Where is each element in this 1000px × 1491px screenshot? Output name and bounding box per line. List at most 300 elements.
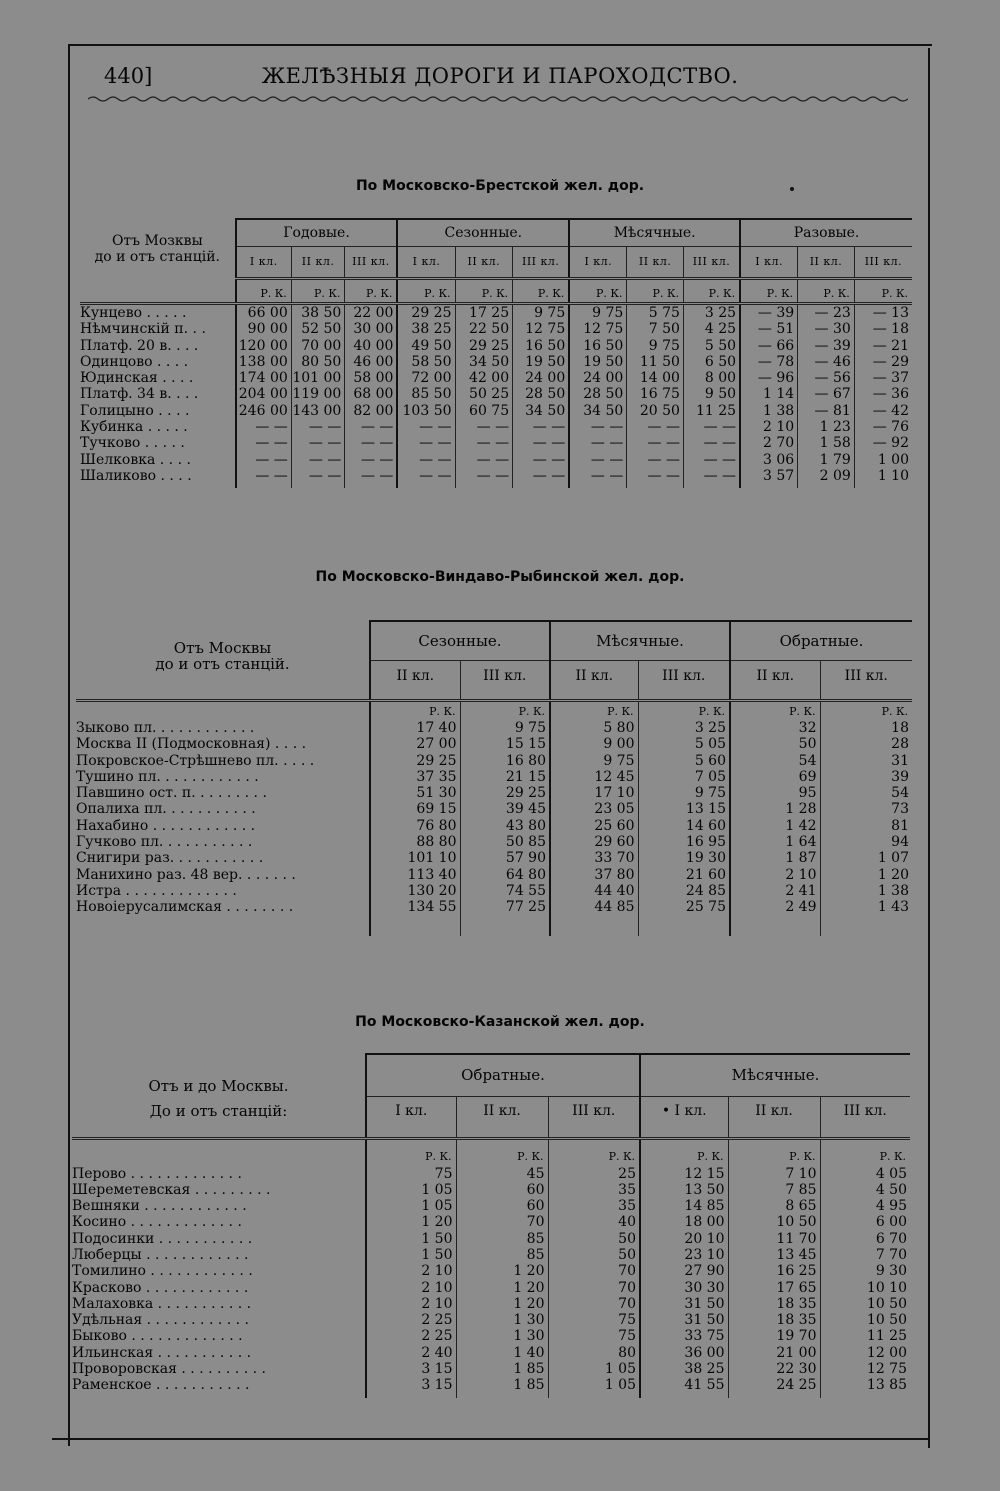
vindava-class-header: III кл.: [820, 661, 912, 692]
kazan-fare-cell: 17 65: [728, 1280, 820, 1296]
brest-fare-cell: 72 00: [397, 370, 455, 386]
brest-fare-cell: 11 25: [683, 403, 740, 419]
vindava-fare-cell: 29 25: [370, 753, 460, 769]
vindava-station-name: Манихино раз. 48 вер. . . . . . .: [76, 866, 296, 883]
brest-fare-cell: — 23: [798, 304, 855, 322]
vindava-fare-cell: 77 25: [460, 899, 550, 915]
vindava-fare-cell: 130 20: [370, 883, 460, 899]
brest-station-name: Кубинка . . . . .: [80, 419, 188, 436]
page-frame-right: [928, 48, 930, 1448]
kazan-station-name: Красково . . . . . . . . . . . .: [72, 1279, 249, 1296]
kazan-fare-cell: 70: [548, 1263, 640, 1279]
vindava-fare-cell: 44 85: [550, 899, 638, 915]
vindava-fare-cell: 9 75: [638, 785, 730, 801]
brest-fare-cell: — —: [513, 468, 570, 484]
kazan-table-row: [72, 1328, 910, 1344]
brest-fare-cell: 34 50: [513, 403, 570, 419]
brest-fare-cell: 11 50: [627, 354, 684, 370]
vindava-fare-cell: 1 42: [730, 818, 820, 834]
kazan-fare-cell: 75: [548, 1312, 640, 1328]
brest-fare-cell: 80 50: [291, 354, 345, 370]
vindava-fare-cell: 64 80: [460, 867, 550, 883]
kazan-table-row: [72, 1312, 910, 1328]
brest-fare-cell: — —: [345, 419, 398, 435]
brest-fare-cell: 8 00: [683, 370, 740, 386]
kazan-fare-cell: 8 65: [728, 1198, 820, 1214]
brest-fare-cell: 19 50: [569, 354, 627, 370]
kazan-fare-cell: 85: [456, 1231, 548, 1247]
brest-unit-label: Р. К.: [798, 279, 855, 304]
kazan-station-name: Перово . . . . . . . . . . . . .: [72, 1165, 242, 1182]
kazan-fare-cell: 22 30: [728, 1361, 820, 1377]
brest-unit-label: Р. К.: [397, 279, 455, 304]
vindava-fare-cell: 32: [730, 720, 820, 736]
brest-fare-cell: — —: [345, 435, 398, 451]
kazan-fare-cell: 13 85: [820, 1377, 910, 1393]
kazan-table-row: [72, 1280, 910, 1296]
brest-fare-cell: 1 00: [854, 452, 912, 468]
brest-fare-cell: 30 00: [345, 321, 398, 337]
brest-fare-cell: — —: [291, 419, 345, 435]
vindava-fare-cell: 9 00: [550, 736, 638, 752]
brest-fare-cell: 1 14: [740, 386, 798, 402]
vindava-table-row: [76, 736, 912, 752]
brest-fare-cell: — —: [683, 452, 740, 468]
brest-fare-cell: 5 50: [683, 338, 740, 354]
brest-fare-cell: — 56: [798, 370, 855, 386]
kazan-fare-cell: 11 25: [820, 1328, 910, 1344]
brest-fare-cell: — —: [455, 435, 513, 451]
vindava-fare-cell: 37 35: [370, 769, 460, 785]
kazan-fare-cell: 10 50: [820, 1312, 910, 1328]
vindava-fare-cell: 25 75: [638, 899, 730, 915]
kazan-station-name: Удѣльная . . . . . . . . . . . .: [72, 1312, 250, 1329]
brest-station-name: Шаликово . . . .: [80, 467, 192, 484]
vindava-section-title: По Московско-Виндаво-Рыбинской жел. дор.: [315, 569, 685, 585]
vindava-fare-cell: 19 30: [638, 850, 730, 866]
kazan-fare-cell: 75: [366, 1166, 456, 1182]
decorative-wavy-rule: [88, 94, 908, 104]
vindava-fare-cell: 33 70: [550, 850, 638, 866]
kazan-fare-cell: 1 05: [366, 1198, 456, 1214]
kazan-class-header: II кл.: [728, 1096, 820, 1127]
brest-fare-cell: 29 25: [455, 338, 513, 354]
brest-fare-cell: 38 25: [397, 321, 455, 337]
kazan-fare-cell: 1 20: [456, 1296, 548, 1312]
brest-fare-cell: — —: [397, 468, 455, 484]
kazan-station-name: Томилино . . . . . . . . . . . .: [72, 1263, 253, 1280]
vindava-station-name: Москва II (Подмосковная) . . . .: [76, 736, 307, 753]
vindava-class-header: II кл.: [370, 661, 460, 692]
brest-fare-cell: — —: [627, 452, 684, 468]
brest-section-title: По Московско-Брестской жел. дор.: [355, 178, 645, 194]
vindava-fare-cell: 21 15: [460, 769, 550, 785]
brest-class-header: III кл.: [683, 247, 740, 279]
kazan-fare-cell: 7 10: [728, 1166, 820, 1182]
vindava-station-name: Тушино пл. . . . . . . . . . . .: [76, 768, 259, 785]
brest-fare-cell: 60 75: [455, 403, 513, 419]
brest-table-row: [80, 419, 912, 435]
kazan-table-row: [72, 1361, 910, 1377]
running-head: ЖЕЛѢЗНЫЯ ДОРОГИ И ПАРОХОДСТВО.: [261, 64, 739, 88]
vindava-fare-cell: 1 87: [730, 850, 820, 866]
kazan-fare-cell: 3 15: [366, 1361, 456, 1377]
vindava-left-header-line2: до и отъ станцій.: [155, 655, 290, 673]
vindava-station-name: Истра . . . . . . . . . . . . .: [76, 882, 237, 899]
vindava-table-row: [76, 769, 912, 785]
vindava-left-header-line1: Отъ Москвы: [173, 639, 272, 657]
brest-fare-cell: — —: [627, 468, 684, 484]
brest-fare-cell: — 92: [854, 435, 912, 451]
kazan-fare-cell: 31 50: [640, 1296, 728, 1312]
brest-fare-cell: 2 70: [740, 435, 798, 451]
kazan-fare-cell: 2 10: [366, 1296, 456, 1312]
brest-fare-cell: 28 50: [513, 386, 570, 402]
kazan-fare-cell: 38 25: [640, 1361, 728, 1377]
kazan-table-row: [72, 1247, 910, 1263]
vindava-fare-cell: 14 60: [638, 818, 730, 834]
vindava-fare-cell: 29 60: [550, 834, 638, 850]
kazan-fare-cell: 1 20: [456, 1263, 548, 1279]
kazan-class-header: III кл.: [548, 1096, 640, 1127]
brest-fare-cell: 246 00: [236, 403, 292, 419]
brest-fare-cell: 24 00: [513, 370, 570, 386]
brest-fare-cell: 143 00: [291, 403, 345, 419]
brest-fare-cell: 174 00: [236, 370, 292, 386]
kazan-table-row: [72, 1182, 910, 1198]
brest-table-row: [80, 468, 912, 484]
brest-fare-cell: — —: [683, 419, 740, 435]
vindava-table-row: [76, 899, 912, 915]
vindava-fare-cell: 39: [820, 769, 912, 785]
vindava-fare-cell: 29 25: [460, 785, 550, 801]
kazan-fare-cell: 23 10: [640, 1247, 728, 1263]
vindava-fare-cell: 39 45: [460, 801, 550, 817]
kazan-unit-label: Р. К.: [820, 1138, 910, 1166]
brest-class-header: II кл.: [291, 247, 345, 279]
kazan-fare-cell: 18 35: [728, 1312, 820, 1328]
brest-fare-cell: 1 38: [740, 403, 798, 419]
vindava-fare-cell: 94: [820, 834, 912, 850]
brest-table-row: [80, 321, 912, 337]
kazan-fare-cell: 18 35: [728, 1296, 820, 1312]
vindava-fare-cell: 25 60: [550, 818, 638, 834]
brest-fare-cell: — 76: [854, 419, 912, 435]
vindava-fare-cell: 81: [820, 818, 912, 834]
brest-fare-cell: 9 75: [569, 304, 627, 322]
brest-fare-cell: — —: [627, 435, 684, 451]
kazan-fare-cell: 85: [456, 1247, 548, 1263]
kazan-fare-cell: 12 75: [820, 1361, 910, 1377]
kazan-fare-cell: 50: [548, 1231, 640, 1247]
brest-fare-cell: — 36: [854, 386, 912, 402]
brest-group-yearly: Годовые.: [236, 219, 398, 247]
brest-table-row: [80, 370, 912, 386]
brest-fare-cell: 7 50: [627, 321, 684, 337]
kazan-fare-cell: 14 85: [640, 1198, 728, 1214]
vindava-table-row: [76, 720, 912, 736]
kazan-unit-label: Р. К.: [366, 1138, 456, 1166]
brest-fare-cell: — —: [236, 468, 292, 484]
vindava-group-monthly: Мѣсячные.: [550, 621, 730, 661]
brest-fare-cell: 38 50: [291, 304, 345, 322]
brest-unit-label: Р. К.: [236, 279, 292, 304]
kazan-fare-cell: 25: [548, 1166, 640, 1182]
brest-fare-cell: 20 50: [627, 403, 684, 419]
brest-fare-cell: 1 58: [798, 435, 855, 451]
brest-fare-cell: 58 50: [397, 354, 455, 370]
brest-fare-cell: — 30: [798, 321, 855, 337]
kazan-fare-cell: 6 00: [820, 1214, 910, 1230]
brest-fare-cell: 70 00: [291, 338, 345, 354]
vindava-unit-label: Р. К.: [638, 701, 730, 721]
brest-fare-cell: 85 50: [397, 386, 455, 402]
vindava-fare-cell: 134 55: [370, 899, 460, 915]
vindava-fare-cell: 73: [820, 801, 912, 817]
vindava-fare-cell: 101 10: [370, 850, 460, 866]
kazan-fare-cell: 60: [456, 1182, 548, 1198]
kazan-station-name: Малаховка . . . . . . . . . . .: [72, 1295, 252, 1312]
kazan-class-header: III кл.: [820, 1096, 910, 1127]
kazan-class-header: I кл.: [366, 1096, 456, 1127]
brest-fare-cell: — —: [236, 452, 292, 468]
vindava-table-row: [76, 818, 912, 834]
brest-fare-cell: — 21: [854, 338, 912, 354]
brest-fare-cell: — —: [397, 435, 455, 451]
kazan-unit-label: Р. К.: [728, 1138, 820, 1166]
brest-fare-cell: 16 75: [627, 386, 684, 402]
brest-fare-cell: — 18: [854, 321, 912, 337]
brest-fare-cell: 82 00: [345, 403, 398, 419]
brest-fare-cell: — 42: [854, 403, 912, 419]
kazan-fare-cell: 2 40: [366, 1345, 456, 1361]
vindava-station-name: Покровское-Стрѣшнево пл. . . . .: [76, 752, 315, 769]
kazan-class-header: II кл.: [456, 1096, 548, 1127]
kazan-station-name: Косино . . . . . . . . . . . . .: [72, 1214, 242, 1231]
vindava-fare-cell: 12 45: [550, 769, 638, 785]
brest-class-header: II кл.: [627, 247, 684, 279]
brest-fare-cell: 2 10: [740, 419, 798, 435]
brest-fare-cell: 119 00: [291, 386, 345, 402]
kazan-table: [72, 1053, 910, 1398]
kazan-fare-cell: 13 45: [728, 1247, 820, 1263]
brest-fare-cell: — —: [236, 435, 292, 451]
kazan-fare-cell: 10 50: [728, 1214, 820, 1230]
brest-fare-cell: 22 50: [455, 321, 513, 337]
kazan-group-monthly: Мѣсячные.: [640, 1054, 910, 1096]
vindava-unit-label: Р. К.: [550, 701, 638, 721]
kazan-table-row: [72, 1296, 910, 1312]
kazan-fare-cell: 7 85: [728, 1182, 820, 1198]
brest-fare-cell: 6 50: [683, 354, 740, 370]
brest-class-header: I кл.: [740, 247, 798, 279]
brest-class-header: III кл.: [513, 247, 570, 279]
kazan-fare-cell: 10 50: [820, 1296, 910, 1312]
vindava-fare-cell: 1 20: [820, 867, 912, 883]
vindava-left-header: [76, 621, 370, 691]
brest-station-name: Нѣмчинскій п. . .: [80, 321, 206, 338]
brest-fare-cell: 103 50: [397, 403, 455, 419]
kazan-fare-cell: 4 95: [820, 1198, 910, 1214]
brest-fare-cell: 58 00: [345, 370, 398, 386]
brest-station-name: Одинцово . . . .: [80, 353, 189, 370]
vindava-group-seasonal: Сезонные.: [370, 621, 550, 661]
brest-station-name: Кунцево . . . . .: [80, 305, 187, 321]
kazan-fare-cell: 35: [548, 1198, 640, 1214]
brest-fare-cell: 4 25: [683, 321, 740, 337]
page-frame-bottom: [52, 1438, 930, 1440]
kazan-section-title: По Московско-Казанской жел. дор.: [355, 1014, 645, 1030]
vindava-fare-cell: 95: [730, 785, 820, 801]
kazan-fare-cell: 70: [548, 1280, 640, 1296]
vindava-fare-cell: 21 60: [638, 867, 730, 883]
brest-unit-label: Р. К.: [345, 279, 398, 304]
brest-fare-cell: — 96: [740, 370, 798, 386]
brest-fare-cell: 14 00: [627, 370, 684, 386]
brest-fare-cell: — 37: [854, 370, 912, 386]
vindava-station-name: Нахабино . . . . . . . . . . . .: [76, 817, 256, 834]
brest-fare-cell: — —: [455, 452, 513, 468]
kazan-fare-cell: 1 20: [366, 1214, 456, 1230]
brest-fare-cell: 1 10: [854, 468, 912, 484]
brest-unit-label: Р. К.: [683, 279, 740, 304]
vindava-fare-cell: 9 75: [460, 720, 550, 736]
brest-fare-cell: — 81: [798, 403, 855, 419]
brest-unit-label: Р. К.: [291, 279, 345, 304]
brest-unit-label: Р. К.: [740, 279, 798, 304]
brest-table-row: [80, 304, 912, 322]
kazan-fare-cell: 20 10: [640, 1231, 728, 1247]
kazan-fare-cell: 1 85: [456, 1377, 548, 1393]
brest-fare-cell: — —: [291, 452, 345, 468]
kazan-fare-cell: 36 00: [640, 1345, 728, 1361]
brest-fare-cell: — —: [397, 419, 455, 435]
vindava-fare-cell: 1 07: [820, 850, 912, 866]
vindava-unit-label: Р. К.: [820, 701, 912, 721]
vindava-unit-label: Р. К.: [370, 701, 460, 721]
brest-unit-label: Р. К.: [627, 279, 684, 304]
brest-fare-cell: 120 00: [236, 338, 292, 354]
brest-fare-cell: — 39: [740, 304, 798, 322]
brest-group-single: Разовые.: [740, 219, 912, 247]
kazan-fare-cell: 12 00: [820, 1345, 910, 1361]
vindava-table-row: [76, 867, 912, 883]
brest-group-seasonal: Сезонные.: [397, 219, 569, 247]
kazan-station-name: Проворовская . . . . . . . . . .: [72, 1361, 266, 1378]
brest-fare-cell: 101 00: [291, 370, 345, 386]
brest-unit-label: Р. К.: [569, 279, 627, 304]
brest-fare-cell: 9 50: [683, 386, 740, 402]
kazan-table-row: [72, 1214, 910, 1230]
vindava-fare-cell: 1 38: [820, 883, 912, 899]
vindava-fare-cell: 69: [730, 769, 820, 785]
kazan-unit-label: Р. К.: [456, 1138, 548, 1166]
brest-fare-cell: — —: [455, 419, 513, 435]
brest-fare-cell: 2 09: [798, 468, 855, 484]
kazan-fare-cell: 2 25: [366, 1312, 456, 1328]
brest-fare-cell: 204 00: [236, 386, 292, 402]
kazan-fare-cell: 30 30: [640, 1280, 728, 1296]
vindava-fare-cell: 7 05: [638, 769, 730, 785]
brest-fare-cell: 29 25: [397, 304, 455, 322]
kazan-fare-cell: 9 30: [820, 1263, 910, 1279]
brest-fare-cell: 34 50: [455, 354, 513, 370]
brest-fare-cell: 52 50: [291, 321, 345, 337]
vindava-fare-cell: 74 55: [460, 883, 550, 899]
brest-station-name: Юдинская . . . .: [80, 370, 194, 387]
vindava-fare-cell: 50: [730, 736, 820, 752]
brest-fare-cell: — —: [455, 468, 513, 484]
vindava-table-row: [76, 753, 912, 769]
brest-station-name: Шелковка . . . .: [80, 451, 191, 468]
kazan-fare-cell: 1 30: [456, 1328, 548, 1344]
kazan-fare-cell: 24 25: [728, 1377, 820, 1393]
vindava-station-name: Снигири раз. . . . . . . . . . .: [76, 850, 264, 867]
brest-fare-cell: 19 50: [513, 354, 570, 370]
brest-station-name: Платф. 34 в. . . .: [80, 386, 199, 403]
brest-class-header: I кл.: [236, 247, 292, 279]
vindava-station-name: Гучково пл. . . . . . . . . . .: [76, 834, 253, 851]
brest-fare-cell: — 51: [740, 321, 798, 337]
vindava-fare-cell: 54: [820, 785, 912, 801]
kazan-unit-label: Р. К.: [548, 1138, 640, 1166]
brest-fare-cell: — 46: [798, 354, 855, 370]
brest-table-row: [80, 403, 912, 419]
kazan-fare-cell: 50: [548, 1247, 640, 1263]
vindava-fare-cell: 2 10: [730, 867, 820, 883]
brest-left-header-line2: до и отъ станцій.: [94, 248, 220, 265]
vindava-class-header: III кл.: [638, 661, 730, 692]
brest-fare-cell: 68 00: [345, 386, 398, 402]
brest-class-header: I кл.: [569, 247, 627, 279]
brest-fare-cell: — —: [513, 419, 570, 435]
vindava-fare-cell: 24 85: [638, 883, 730, 899]
brest-fare-cell: — —: [569, 419, 627, 435]
vindava-fare-cell: 2 41: [730, 883, 820, 899]
vindava-fare-cell: 76 80: [370, 818, 460, 834]
kazan-fare-cell: 75: [548, 1328, 640, 1344]
vindava-table-row: [76, 850, 912, 866]
brest-unit-label: Р. К.: [455, 279, 513, 304]
kazan-fare-cell: 1 30: [456, 1312, 548, 1328]
brest-fare-cell: — —: [627, 419, 684, 435]
vindava-table-row: [76, 834, 912, 850]
brest-fare-cell: — 66: [740, 338, 798, 354]
vindava-fare-cell: 28: [820, 736, 912, 752]
kazan-fare-cell: 35: [548, 1182, 640, 1198]
brest-fare-cell: 12 75: [569, 321, 627, 337]
brest-table-row: [80, 386, 912, 402]
vindava-fare-cell: 16 80: [460, 753, 550, 769]
vindava-fare-cell: 5 05: [638, 736, 730, 752]
brest-fare-cell: 40 00: [345, 338, 398, 354]
kazan-fare-cell: 4 50: [820, 1182, 910, 1198]
vindava-station-name: Новоіерусалимская . . . . . . . .: [76, 899, 294, 916]
vindava-fare-cell: 50 85: [460, 834, 550, 850]
vindava-fare-cell: 44 40: [550, 883, 638, 899]
brest-fare-cell: 50 25: [455, 386, 513, 402]
brest-fare-cell: — 39: [798, 338, 855, 354]
kazan-station-name: Люберцы . . . . . . . . . . . .: [72, 1246, 249, 1263]
kazan-fare-cell: 1 50: [366, 1247, 456, 1263]
vindava-fare-cell: 5 80: [550, 720, 638, 736]
kazan-fare-cell: 2 10: [366, 1263, 456, 1279]
kazan-fare-cell: 1 05: [366, 1182, 456, 1198]
brest-fare-cell: 16 50: [513, 338, 570, 354]
kazan-fare-cell: 7 70: [820, 1247, 910, 1263]
brest-fare-cell: — —: [291, 435, 345, 451]
vindava-fare-cell: 15 15: [460, 736, 550, 752]
